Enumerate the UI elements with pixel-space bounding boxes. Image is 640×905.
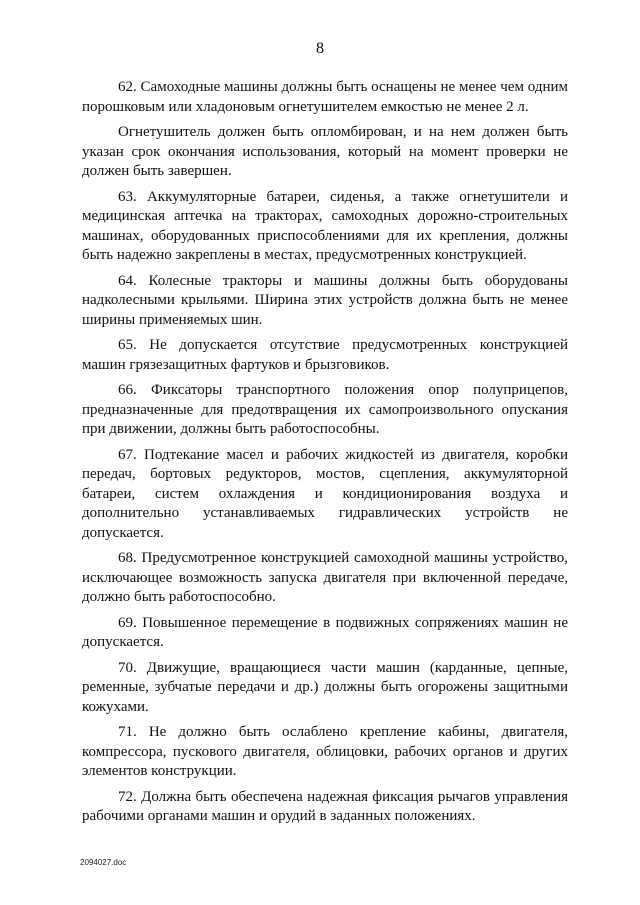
file-name-footer: 2094027.doc — [80, 858, 127, 867]
document-body — [82, 78, 568, 833]
paragraph-62: 62. Самоходные машины должны быть оснащены не менее чем одним порошковым или хладоновым огнетушителем емкостью не менее 2 л. — [82, 79, 568, 115]
paragraph-69: 69. Повышенное перемещение в подвижных сопряжениях машин не допускается. — [82, 614, 568, 650]
page-number: 8 — [316, 40, 324, 57]
paragraph-66: 66. Фиксаторы транспортного положения опор полуприцепов, предназначенные для предотвращения их самопроизвольного опускания при движении, должны быть работоспособны. — [82, 382, 568, 437]
paragraph-62-extinguisher-seal: Огнетушитель должен быть опломбирован, и на нем должен быть указан срок окончания использования, который на момент проверки не должен быть завершен. — [82, 124, 568, 179]
paragraph-70: 70. Движущие, вращающиеся части машин (карданные, цепные, ременные, зубчатые передачи и др.) должны быть огорожены защитными кожухами. — [82, 659, 568, 715]
paragraph-64: 64. Колесные тракторы и машины должны быть оборудованы надколесными крыльями. Ширина этих устройств должна быть не менее ширины применяемых шин. — [82, 272, 568, 328]
paragraph-71: 71. Не должно быть ослаблено крепление кабины, двигателя, компрессора, пускового двигателя, облицовки, рабочих органов и других элементов конструкции. — [82, 724, 568, 779]
paragraph-67: 67. Подтекание масел и рабочих жидкостей из двигателя, коробки передач, бортовых редукторов, мостов, сцепления, аккумуляторной батареи, систем охлаждения и кондиционирования воздуха и дополнительно устанавливаемых гидравлических устройств не допускается. — [82, 446, 568, 541]
paragraph-63: 63. Аккумуляторные батареи, сиденья, а также огнетушители и медицинская аптечка на тракторах, самоходных дорожно-строительных машинах, оборудованных приспособлениями для их крепления, должны быть надежно закреплены в местах, предусмотренных конструкцией. — [82, 188, 568, 263]
paragraph-72: 72. Должна быть обеспечена надежная фиксация рычагов управления рабочими органами машин и орудий в заданных положениях. — [82, 788, 568, 824]
paragraph-65: 65. Не допускается отсутствие предусмотренных конструкцией машин грязезащитных фартуков и брызговиков. — [82, 337, 568, 373]
paragraph-68: 68. Предусмотренное конструкцией самоходной машины устройство, исключающее возможность запуска двигателя при включенной передаче, должно быть работоспособно. — [82, 550, 568, 605]
